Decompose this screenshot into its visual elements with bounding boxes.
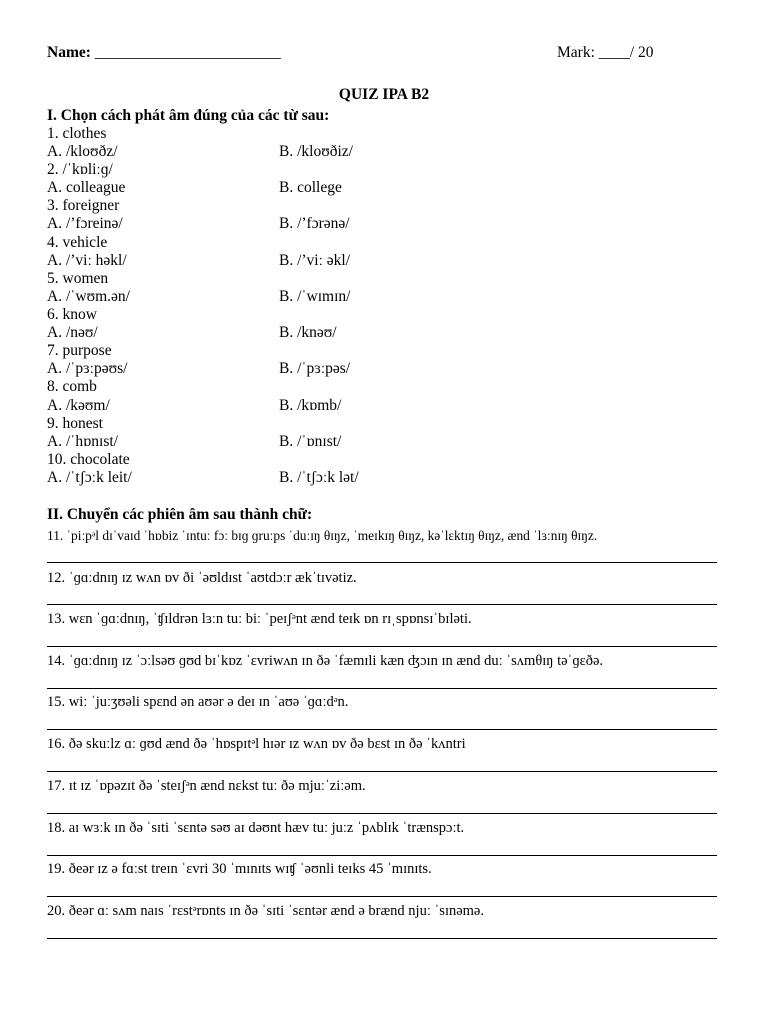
mark-label: Mark: [557,44,595,61]
ipa-sentence: 15. wiː ˈjuːʒʊəli spɛnd ən aʊər ə deɪ ɪn ˈaʊə ˈɡɑːdᵊn. [47,694,349,710]
question-prompt: 9. honest [47,415,103,432]
ipa-sentence: 18. aɪ wɜːk ɪn ðə ˈsɪti ˈsɛntə səʊ aɪ dəʊnt hæv tuː juːz ˈpʌblɪk ˈtrænspɔːt. [47,820,465,836]
answer-line [47,562,717,563]
answer-line [47,896,717,897]
answer-line [47,938,717,939]
part1-heading: I. Chọn cách phát âm đúng của các từ sau: [47,107,330,124]
question-prompt: 10. chocolate [47,451,130,468]
name-blank: ________________________ [94,44,281,61]
option-a: A. /’fɔreinə/ [47,215,123,232]
option-b: B. /ˈtʃɔːk lət/ [279,469,359,486]
option-b: B. /kloʊðiz/ [279,143,353,160]
answer-line [47,771,717,772]
quiz-title: QUIZ IPA B2 [338,86,430,103]
question-prompt: 3. foreigner [47,197,120,214]
answer-line [47,646,717,647]
option-a: A. /nəʊ/ [47,324,98,341]
answer-line [47,688,717,689]
option-a: A. /ˈtʃɔːk leit/ [47,469,132,486]
name-label: Name: [47,44,91,61]
option-a: A. /ˈwʊm.ən/ [47,288,130,305]
option-b: B. /ˈwɪmɪn/ [279,288,351,305]
name-field [47,44,281,62]
option-b: B. /ˈpɜːpəs/ [279,360,351,377]
question-prompt: 1. clothes [47,125,107,142]
option-a: A. /kloʊðz/ [47,143,118,160]
option-a: A. colleague [47,179,126,196]
option-a: A. /ˈhɒnɪst/ [47,433,118,450]
ipa-sentence: 20. ðeər ɑː sʌm naɪs ˈrɛstᵊrɒnts ɪn ðə ˈsɪti ˈsɛntər ænd ə brænd njuː ˈsɪnəmə. [47,903,484,919]
answer-line [47,729,717,730]
option-b: B. /ˈɒnɪst/ [279,433,342,450]
question-prompt: 4. vehicle [47,234,108,251]
option-a: A. /kəʊm/ [47,397,110,414]
option-b: B. /kɒmb/ [279,397,342,414]
question-prompt: 8. comb [47,378,97,395]
ipa-sentence: 19. ðeər ɪz ə fɑːst treɪn ˈɛvri 30 ˈmɪnɪts wɪʧ ˈəʊnli teɪks 45 ˈmɪnɪts. [47,861,432,877]
option-b: B. /’fɔrənə/ [279,215,350,232]
question-prompt: 5. women [47,270,109,287]
ipa-sentence: 11. ˈpiːpᵊl dɪˈvaɪd ˈhɒbiz ˈɪntuː fɔː bɪɡ ɡruːps ˈduːɪŋ θɪŋz, ˈmeɪkɪŋ θɪŋz, kəˈlɛktɪŋ θɪŋz, ænd ˈlɜːnɪŋ θɪŋz. [47,528,598,543]
question-prompt: 6. know [47,306,97,323]
option-b: B. /’viː əkl/ [279,252,351,269]
option-b: B. /knəʊ/ [279,324,337,341]
option-a: A. /ˈpɜːpəʊs/ [47,360,128,377]
option-b: B. college [279,179,342,196]
part2-heading: II. Chuyển các phiên âm sau thành chữ: [47,506,313,523]
ipa-sentence: 17. ɪt ɪz ˈɒpəzɪt ðə ˈsteɪʃᵊn ænd nɛkst tuː ðə mjuːˈziːəm. [47,778,366,794]
answer-line [47,813,717,814]
option-a: A. /’viː həkl/ [47,252,127,269]
ipa-sentence: 13. wɛn ˈɡɑːdnɪŋ, ˈʧɪldrən lɜːn tuː biː ˈpeɪʃᵊnt ænd teɪk ɒn rɪˌspɒnsɪˈbɪləti. [47,611,472,627]
ipa-sentence: 16. ðə skuːlz ɑː ɡʊd ænd ðə ˈhɒspɪtᵊl hɪər ɪz wʌn ɒv ðə bɛst ɪn ðə ˈkʌntri [47,736,466,752]
mark-field [557,44,653,62]
question-prompt: 2. /ˈkɒliːɡ/ [47,161,113,178]
answer-line [47,855,717,856]
mark-blank: ____/ 20 [598,44,654,61]
ipa-sentence: 12. ˈɡɑːdnɪŋ ɪz wʌn ɒv ði ˈəʊldɪst ˈaʊtdɔːr ækˈtɪvətiz. [47,570,357,586]
answer-line [47,604,717,605]
question-prompt: 7. purpose [47,342,112,359]
ipa-sentence: 14. ˈɡɑːdnɪŋ ɪz ˈɔːlsəʊ ɡʊd bɪˈkɒz ˈɛvriwʌn ɪn ðə ˈfæmɪli kæn ʤɔɪn ɪn ænd duː ˈsʌmθɪŋ təˈɡɛðə. [47,653,604,669]
